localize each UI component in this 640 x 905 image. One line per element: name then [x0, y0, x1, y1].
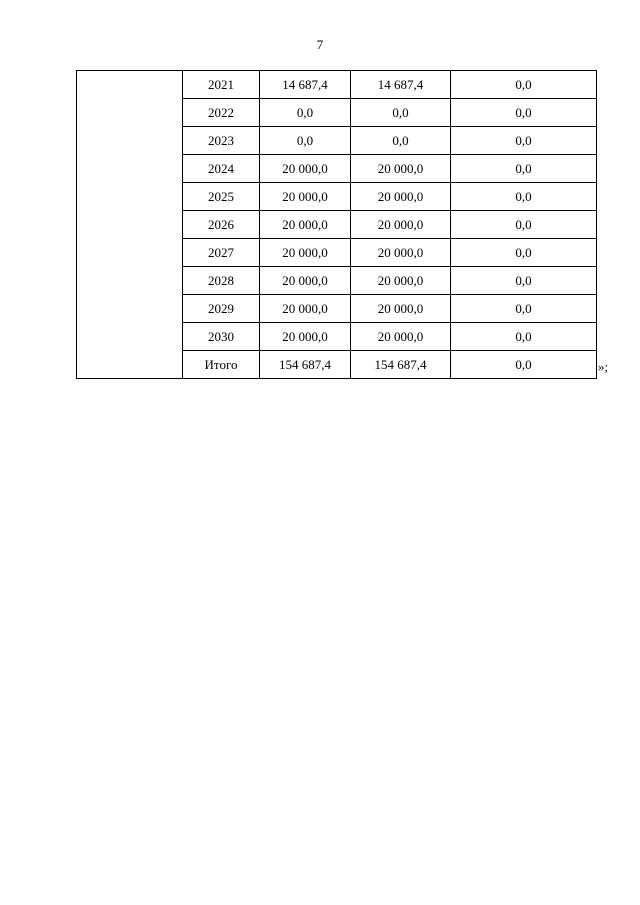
source1-cell: 0,0: [351, 99, 451, 127]
total-cell: 20 000,0: [260, 295, 351, 323]
source2-cell: 0,0: [451, 295, 597, 323]
total-cell: 20 000,0: [260, 183, 351, 211]
merged-label-cell: [77, 71, 183, 379]
source2-cell: 0,0: [451, 183, 597, 211]
source1-cell: 0,0: [351, 127, 451, 155]
budget-table: [76, 70, 597, 379]
total-cell: 0,0: [260, 99, 351, 127]
source2-cell: 0,0: [451, 267, 597, 295]
source2-cell: 0,0: [451, 211, 597, 239]
source1-cell: 20 000,0: [351, 295, 451, 323]
closing-quote-mark: »;: [598, 359, 609, 374]
year-cell: 2029: [183, 295, 260, 323]
source1-cell: 20 000,0: [351, 323, 451, 351]
source1-cell: 20 000,0: [351, 183, 451, 211]
year-cell: 2028: [183, 267, 260, 295]
total-cell: 20 000,0: [260, 323, 351, 351]
total-cell: 20 000,0: [260, 267, 351, 295]
total-cell: 20 000,0: [260, 155, 351, 183]
page-number: 7: [316, 37, 324, 52]
year-cell: 2024: [183, 155, 260, 183]
source2-cell: 0,0: [451, 155, 597, 183]
year-cell: 2027: [183, 239, 260, 267]
source1-cell: 20 000,0: [351, 239, 451, 267]
total-cell: 0,0: [260, 127, 351, 155]
total-cell: 20 000,0: [260, 239, 351, 267]
year-cell: 2022: [183, 99, 260, 127]
source2-cell: 0,0: [451, 323, 597, 351]
year-cell: 2030: [183, 323, 260, 351]
year-cell: 2025: [183, 183, 260, 211]
source1-cell: 20 000,0: [351, 211, 451, 239]
year-cell: 2021: [183, 71, 260, 99]
source2-cell: 0,0: [451, 239, 597, 267]
total-cell: 20 000,0: [260, 211, 351, 239]
total-cell: 154 687,4: [260, 351, 351, 379]
source2-cell: 0,0: [451, 351, 597, 379]
source1-cell: 20 000,0: [351, 155, 451, 183]
year-cell: 2023: [183, 127, 260, 155]
source1-cell: 20 000,0: [351, 267, 451, 295]
source2-cell: 0,0: [451, 99, 597, 127]
source1-cell: 154 687,4: [351, 351, 451, 379]
source2-cell: 0,0: [451, 127, 597, 155]
total-label-cell: Итого: [183, 351, 260, 379]
year-cell: 2026: [183, 211, 260, 239]
source1-cell: 14 687,4: [351, 71, 451, 99]
source2-cell: 0,0: [451, 71, 597, 99]
total-cell: 14 687,4: [260, 71, 351, 99]
table-row: [77, 71, 597, 99]
